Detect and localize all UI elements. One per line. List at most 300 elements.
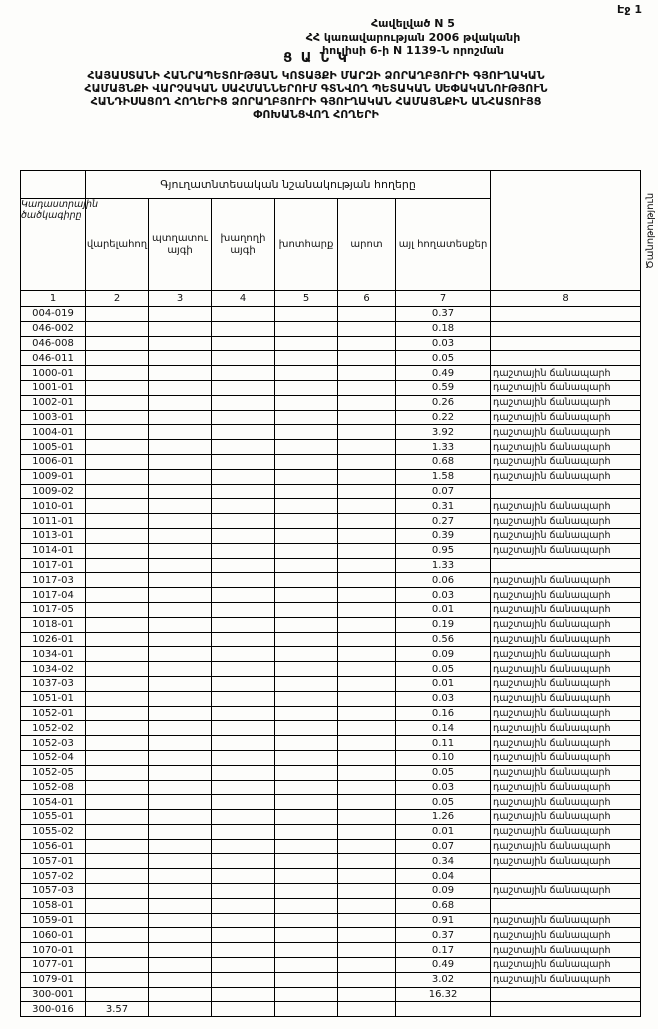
hayfield-cell: [275, 824, 338, 839]
orchard-cell: [149, 410, 212, 425]
arable-cell: [86, 987, 149, 1002]
hayfield-cell: [275, 913, 338, 928]
vineyard-cell: [212, 958, 275, 973]
note-cell: դաշտային ճանապարհ: [491, 721, 641, 736]
hayfield-cell: [275, 588, 338, 603]
pasture-cell: [338, 514, 396, 529]
arable-cell: [86, 928, 149, 943]
pasture-cell: [338, 928, 396, 943]
cadastral-code-cell: 1009-01: [21, 469, 86, 484]
note-cell: դաշտային ճանապարհ: [491, 543, 641, 558]
vineyard-cell: [212, 736, 275, 751]
column-number-cell: 7: [396, 291, 491, 307]
orchard-cell: [149, 721, 212, 736]
other-lands-cell: 1.33: [396, 558, 491, 573]
orchard-cell: [149, 528, 212, 543]
table-row: [21, 676, 641, 691]
hayfield-cell: [275, 454, 338, 469]
note-cell: դաշտային ճանապարհ: [491, 469, 641, 484]
note-cell: դաշտային ճանապարհ: [491, 573, 641, 588]
other-lands-cell: 0.27: [396, 514, 491, 529]
orchard-cell: [149, 307, 212, 322]
vineyard-cell: [212, 810, 275, 825]
hayfield-cell: [275, 336, 338, 351]
pasture-cell: [338, 972, 396, 987]
orchard-cell: [149, 676, 212, 691]
arable-cell: [86, 691, 149, 706]
pasture-cell: [338, 395, 396, 410]
pasture-cell: [338, 884, 396, 899]
doc-subtitle-line: ՀԱՆԴԻՍԱՑՈՂ ՀՈՂԵՐԻՑ ՁՈՐԱՂԲՅՈՒՐԻ ԳՅՈՒՂԱԿԱՆ ՀԱՄԱՅՆՔԻՆ ԱՆՀԱՏՈՒՅՑ: [90, 95, 542, 108]
pasture-cell: [338, 440, 396, 455]
table-row: [21, 972, 641, 987]
cadastral-code-cell: 1037-03: [21, 676, 86, 691]
note-cell: դաշտային ճանապարհ: [491, 602, 641, 617]
pasture-cell: [338, 410, 396, 425]
orchard-cell: [149, 810, 212, 825]
pasture-cell: [338, 691, 396, 706]
table-row: [21, 884, 641, 899]
pasture-cell: [338, 765, 396, 780]
arable-cell: [86, 765, 149, 780]
note-cell: [491, 351, 641, 366]
other-lands-cell: 0.07: [396, 839, 491, 854]
doc-subtitle-line: ՓՈԽԱՆՑՎՈՂ ՀՈՂԵՐԻ: [253, 108, 379, 121]
cadastral-code-cell: 1052-05: [21, 765, 86, 780]
arable-cell: [86, 528, 149, 543]
pasture-cell: [338, 617, 396, 632]
table-row: [21, 602, 641, 617]
other-lands-cell: 0.39: [396, 528, 491, 543]
note-cell: դաշտային ճանապարհ: [491, 588, 641, 603]
note-cell: դաշտային ճանապարհ: [491, 750, 641, 765]
cadastral-code-cell: 1058-01: [21, 898, 86, 913]
vineyard-cell: [212, 351, 275, 366]
hayfield-cell: [275, 1002, 338, 1017]
vineyard-header: խաղողի այգի: [212, 199, 275, 291]
pasture-cell: [338, 943, 396, 958]
orchard-cell: [149, 425, 212, 440]
cadastral-code-cell: 300-016: [21, 1002, 86, 1017]
pasture-cell: [338, 469, 396, 484]
column-number-cell: 3: [149, 291, 212, 307]
hayfield-cell: [275, 558, 338, 573]
hayfield-cell: [275, 543, 338, 558]
hayfield-cell: [275, 780, 338, 795]
orchard-cell: [149, 839, 212, 854]
note-cell: դաշտային ճանապարհ: [491, 632, 641, 647]
table-row: [21, 706, 641, 721]
other-lands-cell: 0.05: [396, 351, 491, 366]
cadastral-code-cell: 1057-01: [21, 854, 86, 869]
orchard-header: պտղատու այգի: [149, 199, 212, 291]
table-row: [21, 987, 641, 1002]
orchard-cell: [149, 662, 212, 677]
other-lands-cell: 0.05: [396, 795, 491, 810]
pasture-cell: [338, 676, 396, 691]
table-row: [21, 514, 641, 529]
pasture-cell: [338, 307, 396, 322]
pasture-cell: [338, 1002, 396, 1017]
column-number-cell: 8: [491, 291, 641, 307]
vineyard-cell: [212, 884, 275, 899]
note-cell: դաշտային ճանապարհ: [491, 795, 641, 810]
annex-line: հուլիսի 6-ի N 1139-Ն որոշման: [322, 44, 504, 57]
vineyard-cell: [212, 410, 275, 425]
hayfield-cell: [275, 958, 338, 973]
note-cell: դաշտային ճանապարհ: [491, 366, 641, 381]
orchard-cell: [149, 573, 212, 588]
table-row: [21, 395, 641, 410]
orchard-cell: [149, 321, 212, 336]
table-row: [21, 647, 641, 662]
table-row: [21, 898, 641, 913]
vineyard-cell: [212, 588, 275, 603]
column-number-cell: 1: [21, 291, 86, 307]
arable-cell: [86, 588, 149, 603]
hayfield-cell: [275, 854, 338, 869]
note-cell: դաշտային ճանապարհ: [491, 765, 641, 780]
note-cell: դաշտային ճանապարհ: [491, 884, 641, 899]
vineyard-cell: [212, 943, 275, 958]
vineyard-cell: [212, 662, 275, 677]
cadastral-code-cell: 1057-03: [21, 884, 86, 899]
table-row: [21, 380, 641, 395]
table-row: [21, 736, 641, 751]
orchard-cell: [149, 1002, 212, 1017]
table-row: [21, 336, 641, 351]
pasture-cell: [338, 602, 396, 617]
hayfield-cell: [275, 647, 338, 662]
hayfield-cell: [275, 410, 338, 425]
agricultural-lands-group-header: Գյուղատնտեսական նշանակության հողերը: [86, 171, 491, 199]
cadastral-code-cell: 1034-02: [21, 662, 86, 677]
hayfield-cell: [275, 380, 338, 395]
hayfield-cell: [275, 528, 338, 543]
other-lands-cell: 0.59: [396, 380, 491, 395]
vineyard-cell: [212, 366, 275, 381]
note-cell: դաշտային ճանապարհ: [491, 913, 641, 928]
hayfield-cell: [275, 617, 338, 632]
other-lands-cell: 0.37: [396, 307, 491, 322]
table-row: [21, 795, 641, 810]
orchard-cell: [149, 617, 212, 632]
other-lands-cell: 1.33: [396, 440, 491, 455]
annex-line: Հավելված N 5: [371, 17, 455, 30]
orchard-cell: [149, 395, 212, 410]
vineyard-cell: [212, 721, 275, 736]
page-title: Ց Ա Ն Կ: [283, 51, 349, 66]
other-lands-cell: 0.03: [396, 588, 491, 603]
arable-cell: [86, 810, 149, 825]
vineyard-cell: [212, 854, 275, 869]
other-lands-cell: 0.03: [396, 336, 491, 351]
vineyard-cell: [212, 839, 275, 854]
cadastral-code-cell: 1052-08: [21, 780, 86, 795]
pasture-cell: [338, 706, 396, 721]
arable-cell: [86, 558, 149, 573]
orchard-cell: [149, 440, 212, 455]
cadastral-code-cell: 1057-02: [21, 869, 86, 884]
vineyard-cell: [212, 307, 275, 322]
cadastral-code-cell: 1017-01: [21, 558, 86, 573]
arable-cell: [86, 662, 149, 677]
arable-cell: [86, 780, 149, 795]
other-lands-cell: 1.26: [396, 810, 491, 825]
note-cell: դաշտային ճանապարհ: [491, 410, 641, 425]
other-lands-cell: 0.05: [396, 662, 491, 677]
vineyard-cell: [212, 972, 275, 987]
cadastral-code-cell: 1054-01: [21, 795, 86, 810]
orchard-cell: [149, 366, 212, 381]
vineyard-cell: [212, 484, 275, 499]
vineyard-cell: [212, 647, 275, 662]
pasture-cell: [338, 869, 396, 884]
orchard-cell: [149, 765, 212, 780]
arable-cell: [86, 632, 149, 647]
pasture-cell: [338, 499, 396, 514]
orchard-cell: [149, 484, 212, 499]
cadastral-code-cell: 1017-03: [21, 573, 86, 588]
hayfield-cell: [275, 869, 338, 884]
cadastral-code-cell: 1000-01: [21, 366, 86, 381]
pasture-cell: [338, 987, 396, 1002]
vineyard-cell: [212, 543, 275, 558]
table-row: [21, 824, 641, 839]
note-cell: դաշտային ճանապարհ: [491, 454, 641, 469]
cadastral-code-cell: 1059-01: [21, 913, 86, 928]
arable-cell: [86, 721, 149, 736]
vineyard-cell: [212, 617, 275, 632]
table-row: [21, 928, 641, 943]
other-lands-cell: 0.05: [396, 765, 491, 780]
pasture-cell: [338, 662, 396, 677]
vineyard-cell: [212, 898, 275, 913]
note-cell: դաշտային ճանապարհ: [491, 706, 641, 721]
table-row: [21, 780, 641, 795]
note-cell: [491, 987, 641, 1002]
arable-cell: [86, 425, 149, 440]
vineyard-cell: [212, 824, 275, 839]
cadastral-code-cell: 1055-01: [21, 810, 86, 825]
pasture-cell: [338, 351, 396, 366]
pasture-cell: [338, 898, 396, 913]
note-cell: դաշտային ճանապարհ: [491, 928, 641, 943]
orchard-cell: [149, 943, 212, 958]
cadastral-code-cell: 300-001: [21, 987, 86, 1002]
note-cell: [491, 558, 641, 573]
pasture-cell: [338, 647, 396, 662]
pasture-cell: [338, 558, 396, 573]
vineyard-cell: [212, 987, 275, 1002]
hayfield-cell: [275, 425, 338, 440]
hayfield-cell: [275, 573, 338, 588]
note-cell: դաշտային ճանապարհ: [491, 972, 641, 987]
other-lands-cell: 3.92: [396, 425, 491, 440]
hayfield-cell: [275, 736, 338, 751]
note-cell: դաշտային ճանապարհ: [491, 780, 641, 795]
other-lands-cell: 0.14: [396, 721, 491, 736]
table-row: [21, 721, 641, 736]
hayfield-cell: [275, 484, 338, 499]
arable-cell: [86, 499, 149, 514]
hayfield-cell: [275, 972, 338, 987]
orchard-cell: [149, 898, 212, 913]
other-lands-cell: 0.07: [396, 484, 491, 499]
arable-cell: [86, 869, 149, 884]
vineyard-cell: [212, 558, 275, 573]
other-lands-cell: 0.09: [396, 884, 491, 899]
group-header-row: [21, 171, 641, 199]
arable-cell: [86, 366, 149, 381]
hayfield-cell: [275, 351, 338, 366]
pasture-cell: [338, 543, 396, 558]
cadastral-code-cell: 1009-02: [21, 484, 86, 499]
orchard-cell: [149, 972, 212, 987]
other-lands-cell: [396, 1002, 491, 1017]
arable-cell: [86, 380, 149, 395]
pasture-cell: [338, 721, 396, 736]
cadastral-code-cell: 1051-01: [21, 691, 86, 706]
arable-cell: [86, 884, 149, 899]
column-number-cell: 6: [338, 291, 396, 307]
orchard-cell: [149, 928, 212, 943]
other-lands-cell: 1.58: [396, 469, 491, 484]
other-lands-cell: 0.01: [396, 824, 491, 839]
note-cell: դաշտային ճանապարհ: [491, 824, 641, 839]
other-lands-cell: 0.56: [396, 632, 491, 647]
vineyard-cell: [212, 632, 275, 647]
pasture-cell: [338, 810, 396, 825]
hayfield-cell: [275, 307, 338, 322]
orchard-cell: [149, 795, 212, 810]
note-cell: դաշտային ճանապարհ: [491, 395, 641, 410]
hayfield-cell: [275, 691, 338, 706]
cadastral-code-cell: 1017-05: [21, 602, 86, 617]
pasture-cell: [338, 321, 396, 336]
table-row: [21, 765, 641, 780]
cadastral-code-cell: 1056-01: [21, 839, 86, 854]
other-lands-cell: 0.19: [396, 617, 491, 632]
orchard-cell: [149, 647, 212, 662]
other-lands-cell: 0.01: [396, 676, 491, 691]
orchard-cell: [149, 884, 212, 899]
arable-cell: [86, 336, 149, 351]
arable-cell: [86, 440, 149, 455]
vineyard-cell: [212, 514, 275, 529]
hayfield-cell: [275, 810, 338, 825]
hayfield-cell: [275, 395, 338, 410]
other-lands-cell: 0.34: [396, 854, 491, 869]
table-row: [21, 528, 641, 543]
table-row: [21, 573, 641, 588]
header-corner-spacer: [21, 171, 86, 199]
table-row: [21, 810, 641, 825]
arable-cell: [86, 839, 149, 854]
vineyard-cell: [212, 706, 275, 721]
vineyard-cell: [212, 454, 275, 469]
cadastral-code-cell: 004-019: [21, 307, 86, 322]
orchard-cell: [149, 854, 212, 869]
note-cell: [491, 1002, 641, 1017]
other-lands-cell: 0.03: [396, 691, 491, 706]
table-row: [21, 558, 641, 573]
table-row: [21, 1002, 641, 1017]
vineyard-cell: [212, 928, 275, 943]
table-header: [21, 171, 657, 307]
note-column-header: [491, 171, 657, 291]
arable-cell: [86, 543, 149, 558]
arable-cell: 3.57: [86, 1002, 149, 1017]
vineyard-cell: [212, 780, 275, 795]
table-row: [21, 351, 641, 366]
note-cell: դաշտային ճանապարհ: [491, 440, 641, 455]
orchard-cell: [149, 780, 212, 795]
vineyard-cell: [212, 321, 275, 336]
cadastral-code-cell: 1002-01: [21, 395, 86, 410]
orchard-cell: [149, 869, 212, 884]
orchard-cell: [149, 558, 212, 573]
pasture-cell: [338, 736, 396, 751]
arable-cell: [86, 854, 149, 869]
table-row: [21, 632, 641, 647]
note-cell: դաշտային ճանապարհ: [491, 810, 641, 825]
table-row: [21, 691, 641, 706]
table-row: [21, 543, 641, 558]
note-cell: [491, 321, 641, 336]
other-lands-cell: 0.31: [396, 499, 491, 514]
pasture-cell: [338, 854, 396, 869]
other-lands-cell: 16.32: [396, 987, 491, 1002]
orchard-cell: [149, 588, 212, 603]
other-lands-cell: 0.68: [396, 454, 491, 469]
hayfield-cell: [275, 943, 338, 958]
note-cell: դաշտային ճանապարհ: [491, 647, 641, 662]
hayfield-cell: [275, 721, 338, 736]
arable-cell: [86, 958, 149, 973]
note-cell: դաշտային ճանապարհ: [491, 691, 641, 706]
arable-cell: [86, 750, 149, 765]
hayfield-cell: [275, 366, 338, 381]
pasture-header: արոտ: [338, 199, 396, 291]
orchard-cell: [149, 380, 212, 395]
other-lands-cell: 0.37: [396, 928, 491, 943]
table-row: [21, 839, 641, 854]
table-row: [21, 454, 641, 469]
cadastral-code-cell: 1052-03: [21, 736, 86, 751]
pasture-cell: [338, 632, 396, 647]
table-row: [21, 913, 641, 928]
table-row: [21, 588, 641, 603]
vineyard-cell: [212, 765, 275, 780]
hayfield-cell: [275, 884, 338, 899]
other-lands-cell: 0.09: [396, 647, 491, 662]
other-lands-cell: 0.03: [396, 780, 491, 795]
orchard-cell: [149, 499, 212, 514]
vineyard-cell: [212, 795, 275, 810]
table-row: [21, 440, 641, 455]
cadastral-code-header: Կադաստրային ծածկագիրը: [21, 199, 86, 291]
arable-cell: [86, 484, 149, 499]
hayfield-header: խոտհարք: [275, 199, 338, 291]
note-cell: [491, 869, 641, 884]
vineyard-cell: [212, 440, 275, 455]
cadastral-code-cell: 1026-01: [21, 632, 86, 647]
orchard-cell: [149, 543, 212, 558]
hayfield-cell: [275, 928, 338, 943]
pasture-cell: [338, 380, 396, 395]
other-lands-cell: 3.02: [396, 972, 491, 987]
